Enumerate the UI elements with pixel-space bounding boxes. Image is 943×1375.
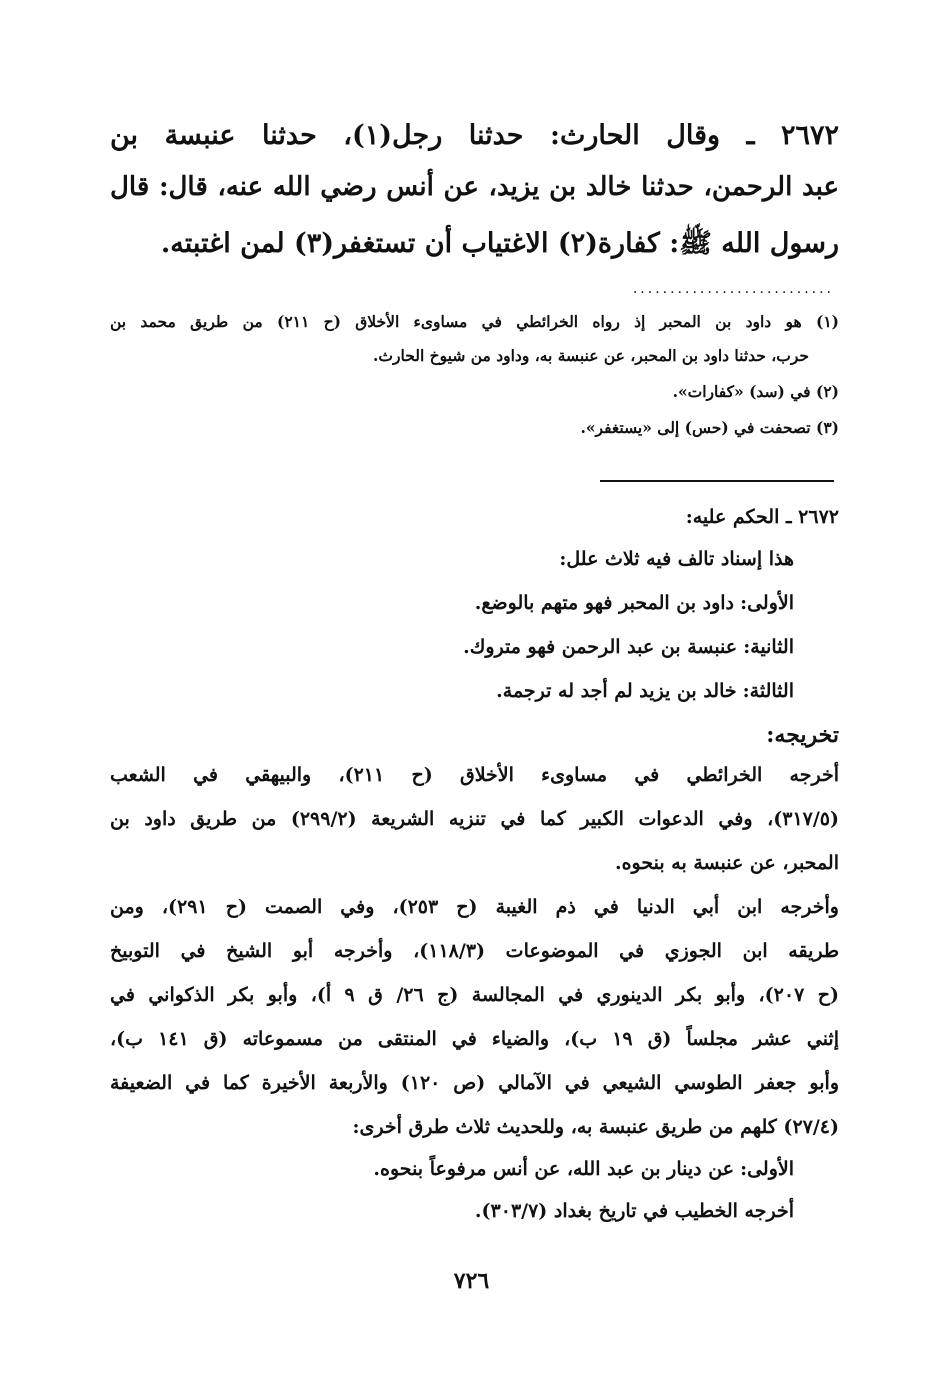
footnote-separator bbox=[600, 281, 834, 297]
ruling-second-text: عنبسة بن عبد الرحمن فهو متروك. bbox=[463, 636, 738, 658]
takhrij-p2-line-6: (٢٧/٤) كلهم من طريق عنبسة به، وللحديث ثلاث طرق أخرى: bbox=[352, 1116, 839, 1138]
footnote-2: (٢) في (سد) «كفارات». bbox=[672, 382, 839, 401]
hadith-line-3: رسول الله ﷺ: كفارة(٢) الاغتياب أن تستغفر(٣) لمن اغتبته. bbox=[160, 228, 839, 259]
footnote-3: (٣) تصحفت في (حس) إلى «يستغفر». bbox=[580, 418, 839, 437]
takhrij-p1-line-1: أخرجه الخرائطي في مساوىء الأخلاق (ح ٢١١)، والبيهقي في الشعب bbox=[110, 764, 839, 786]
page-number: ٧٢٦ bbox=[453, 1268, 490, 1294]
ruling-second-label: الثانية: bbox=[743, 636, 794, 658]
takhrij-p2-line-5: وأبو جعفر الطوسي الشيعي في الآمالي (ص ١٢٠) والأربعة الأخيرة كما في الضعيفة bbox=[110, 1072, 839, 1094]
takhrij-p2-line-4: إثني عشر مجلساً (ق ١٩ ب)، والضياء في المنتقى من مسموعاته (ق ١٤١ ب)، bbox=[110, 1028, 839, 1050]
takhrij-p2-line-2: طريقه ابن الجوزي في الموضوعات (١١٨/٣)، وأخرجه أبو الشيخ في التوبيخ bbox=[110, 940, 839, 962]
other-first-source: أخرجه الخطيب في تاريخ بغداد (٣٠٣/٧). bbox=[474, 1200, 794, 1222]
takhrij-p2-line-1: وأخرجه ابن أبي الدنيا في ذم الغيبة (ح ٢٥٣)، وفي الصمت (ح ٢٩١)، ومن bbox=[110, 896, 839, 918]
commentary bbox=[110, 500, 839, 1240]
takhrij-p1-line-3: المحبر، عن عنبسة به بنحوه. bbox=[614, 852, 839, 874]
ruling-heading: ٢٦٧٢ ـ الحكم عليه: bbox=[685, 506, 839, 528]
ruling-third bbox=[496, 680, 794, 702]
footnotes bbox=[110, 312, 839, 462]
ruling-third-label: الثالثة: bbox=[742, 680, 794, 702]
hadith-line-1: ٢٦٧٢ ـ وقال الحارث: حدثنا رجل(١)، حدثنا عنبسة بن bbox=[110, 120, 839, 151]
section-rule bbox=[600, 480, 834, 482]
takhrij-p1-line-2: (٣١٧/٥)، وفي الدعوات الكبير كما في تنزيه الشريعة (٢٩٩/٢) من طريق داود بن bbox=[110, 808, 839, 830]
footnote-1-line-1: (١) هو داود بن المحبر إذ رواه الخرائطي في مساوىء الأخلاق (ح ٢١١) من طريق محمد بن bbox=[110, 312, 839, 331]
takhrij-p2-line-3: (ح ٢٠٧)، وأبو بكر الدينوري في المجالسة (ج ٢٦/ ق ٩ أ)، وأبو بكر الذكواني في bbox=[110, 984, 839, 1006]
ruling-first bbox=[475, 592, 794, 614]
ruling-third-text: خالد بن يزيد لم أجد له ترجمة. bbox=[496, 680, 737, 702]
other-first-label: الأولى: bbox=[740, 1158, 794, 1180]
takhrij-heading: تخريجه: bbox=[766, 722, 839, 748]
other-route-first bbox=[373, 1158, 794, 1180]
other-first-text: عن دينار بن عبد الله، عن أنس مرفوعاً بنحوه. bbox=[373, 1158, 735, 1180]
footnote-1-line-2: حرب، حدثنا داود بن المحبر، عن عنبسة به، وداود من شيوخ الحارث. bbox=[373, 346, 809, 365]
ruling-second bbox=[463, 636, 794, 658]
ruling-intro: هذا إسناد تالف فيه ثلاث علل: bbox=[559, 548, 794, 570]
ruling-first-text: داود بن المحبر فهو متهم بالوضع. bbox=[474, 592, 735, 614]
ruling-first-label: الأولى: bbox=[740, 592, 794, 614]
hadith-line-2: عبد الرحمن، حدثنا خالد بن يزيد، عن أنس رضي الله عنه، قال: قال bbox=[110, 172, 839, 202]
hadith-text bbox=[110, 120, 839, 270]
separator-dots: ........................... bbox=[632, 281, 834, 297]
